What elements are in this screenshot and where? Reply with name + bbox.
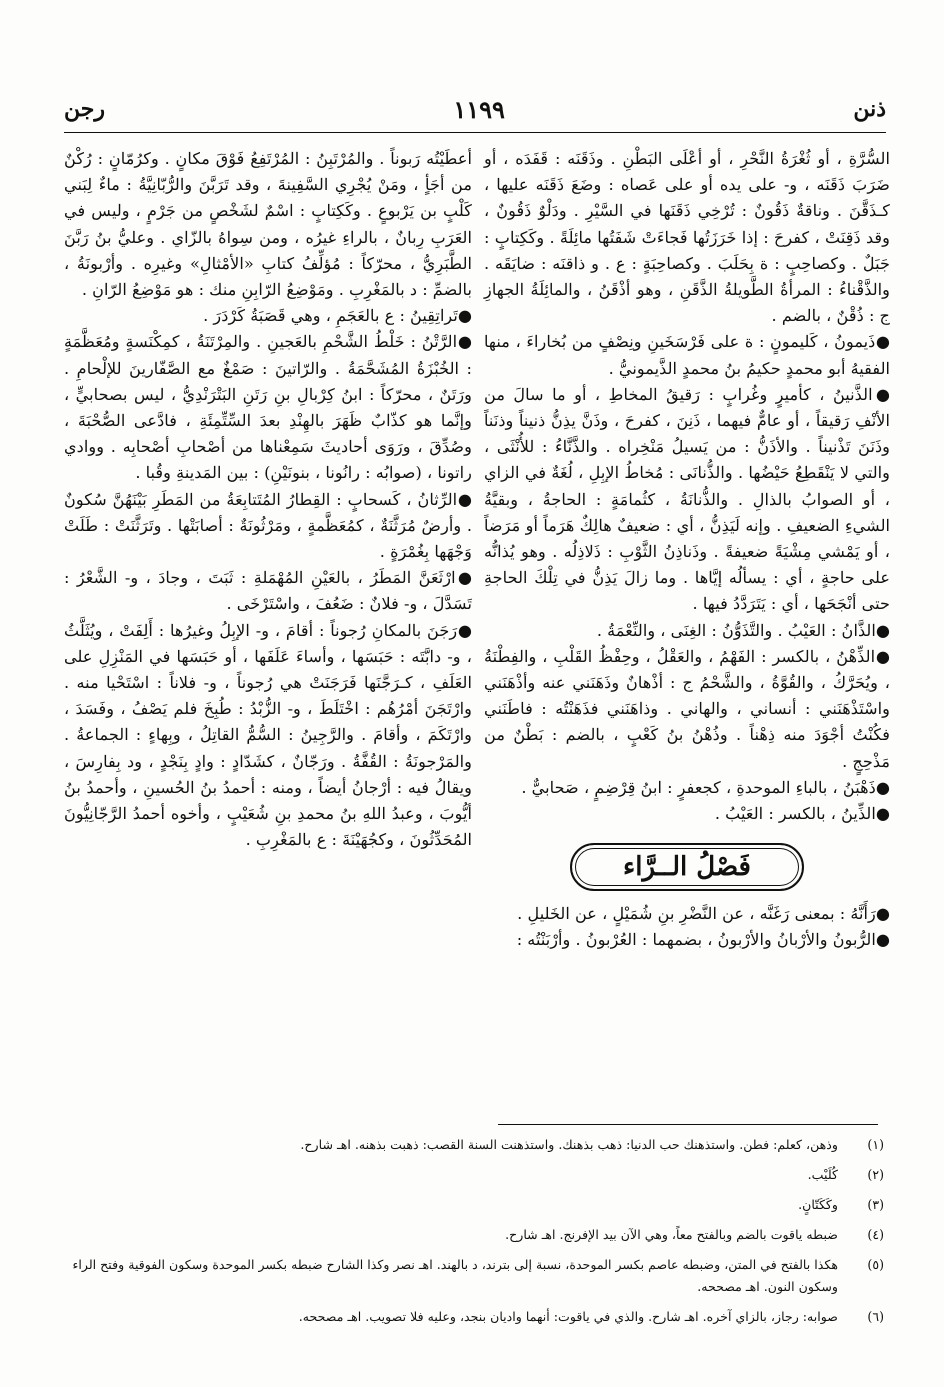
- entry: السُّرَّةِ ، أو ثُغْرَةُ النَّحْرِ ، أو أعْلَى البَطْنِ . وذَقَنَه : قَفَدَه ، أو ضَرَبَ ذَقَنَه ، و- على يده أو على عَصاه : وضَعَ ذَقَنَه عليها ، كـذَقَّنَ . وناقةٌ ذَقُونٌ : تُرْخِي ذَقَنَها في السَّيْرِ . ودَلْوٌ ذَقُونٌ ، وقد ذَقِنَتْ ، كفرحَ : إذا خَرَزَتُها فَجاءَتْ شَفَتُها مائِلَةً . وكَكِتابٍ : جَبَلٌ . وكصاحِبٍ : ة بِحَلَبَ . وكصاحِبَةٍ : ع . و ذاقنَه : ضايَقَه . والذَّقْناءُ : المرأةُ الطَّويلةُ الذَّقَنِ ، وهو أذْقَنُ ، والمائِلَةُ الجهازِ ج : ذُقْنٌ ، بالضم .: [484, 149, 890, 326]
- entry: أعطَيْتُه رَبوناً . والمُرْتَبِنُ : المُرْتَفِعُ فَوْقَ مكانٍ . وكرُمّانٍ : رُكْنٌ من أجَأٍ ، ومَنْ يُجْرِي السَّفِينةَ ، وقد تَرَبَّنَ والرُّبّانِيَّةُ : ماءٌ لِبَني كَلْبٍ بن يَرْبوعٍ . وكَكِتابٍ : اسْمٌ لشَخْصٍ من جَرْمٍ ، وليس في العَرَبِ رِبانٌ ، بالراءِ غيرُه ، ومن سِواهُ بالزّاي . وعليُّ بنُ رَبَّنَ الطَّبَرِيُّ ، محرّكاً : مُؤلِّفُ كتابِ «الأمْثالِ» وغيرِه . وأرْبونَةُ ، بالضمِّ : د بالمَغْرِبِ . ومَوْضِعُ الرّابِنِ منك : هو مَوْضِعُ الرّانِ .: [64, 149, 472, 300]
- entry: ●ذَيمونُ ، كَليمونٍ : ة على فَرْسَخَينِ ونِصْفٍ من بُخاراءَ ، منها الفقيهُ أبو محمدٍ حكيمُ بنُ محمدٍ الذَّيمونيُّ .: [484, 332, 890, 378]
- entry: ●الرَّتْنُ : خَلْطُ الشَّحْمِ بالعَجينِ . والمِرْتَنَةُ ، كمِكْنَسةٍ ومُعَظَّمَةٍ : الخُبْزَةُ المُشَحَّمَةُ . والرّاتينَ : صَمْغٌ مع الصَّفّارينَ للإلْحامِ . ورَتَنٌ ، محرّكاً : ابنُ كِرْبالِ بنِ رَتَنِ البَتْرَنْدِيُّ ، ليس بصحابيٍّ ، وإنَّما هو كذّابٌ ظَهَرَ بالهِنْدِ بعدَ السِّتِّمِئَةِ ، فادَّعى الصُّحْبَةَ ، وصُدِّقَ ، ورَوَى أحاديثَ سَمِعْناها من أصْحابِ أصْحابِه . ووادي راتونا ، (صوابُه : رانُونا ، بنونَيْنِ) : بين المَدينةِ وقُبا .: [64, 332, 472, 483]
- footnote-text: هكذا بالفتح في المتن، وضبطه عاصم بكسر الموحدة، نسبة إلى بترند، د بالهند. اهـ نصر وكذا الشارح ضبطه بكسر الموحدة وسكون الفوقية وفتح الراء وسكون النون. اهـ مصححه.: [72, 1257, 838, 1294]
- entry: ●رَجَنَ بالمكانِ رُجوناً : أقامَ ، و- الإبِلُ وغيرُها : أَلِفَتْ ، ويُثَلَّثُ ، و- دابَّتَه : حَبَسَها ، وأساءَ عَلَفَها ، أو حَبَسَها في المَنْزِلِ على العَلَفِ ، كـرَجَّنَها فَرَجَنَتْ هي رُجوناً ، و- فلاناً : اسْتَحْيا منه . وارْتَجَنَ أمْرُهُم : اخْتَلَطَ ، و- الزُّبْدُ : طُبِخَ فلم يَصْفُ ، وفَسَدَ ، وارْتَكَمَ ، وأقامَ . والرَّجِينُ : السُّمُّ القاتِلُ ، وبِهاءٍ : الجماعةُ . والمَرْجونَةُ : القُفَّةُ . ورَجّانٌ ، كشَدّادٍ : وادٍ بِنَجْدٍ ، ود بِفارِسَ ، ويقالُ فيه : أرْجانُ أيضاً ، ومنه : أحمدُ بنُ الحُسينِ ، وأحمدُ بنُ أيُّوبَ ، وعبدُ اللهِ بنُ محمدِ بنِ شُعَيْبٍ ، وأخوه أحمدُ الرَّجّانِيُّونَ المُحَدِّثُونَ ، وكجُهَيْنَةَ : ع بالمَغْرِبِ .: [64, 620, 472, 850]
- footnote: [64, 1254, 884, 1298]
- footnote: [64, 1164, 884, 1186]
- footnote: [64, 1134, 884, 1156]
- entry: ●ذَهْبَنُ ، بالباءِ الموحدةِ ، كجعفرٍ : ابنُ قِرْضِمٍ ، صَحابيٌّ .: [521, 777, 890, 797]
- footnote-rule: [498, 1124, 878, 1125]
- entry: ●ارْثَعَنَّ المَطَرُ ، بالعَيْنِ المُهْمَلةِ : ثَبَتَ ، وجادَ ، و- الشَّعْرُ : تَسَدَّلَ ، و- فلانٌ : ضَعُفَ ، واسْتَرْخَى .: [64, 568, 472, 614]
- entry: ●الرُّبونُ والأرْبانُ والأرْبونُ ، بضمهما : العُرْبونُ . وأرْبَنْتُه :: [516, 930, 890, 950]
- page-header: [64, 92, 886, 126]
- right-column: [484, 146, 890, 954]
- entry: ●الذَّنينُ ، كأميرٍ وغُرابٍ : رَقيقُ المخاطِ ، أو ما سالَ من الأنْفِ رَقيقاً ، أو عامٌّ فيهما ، ذَنِنَ ، كفرحَ ، وذَنَّ يذِنُّ ذنيناً وذنَناً وذَنَنَ تَذْنيناً . والأذَنُّ : من يَسيلُ مَنْخِراه . والذَّنَّاءُ : للأُنْثَى ، والتي لا يَنْقَطِعُ حَيْضُها . والذُّنانَى : مُخاطُ الإبِلِ ، لُغَةٌ في الزاي ، أو الصوابُ بالذالِ . والذُّنانَةُ ، كثُمامَةٍ : الحاجةُ ، وبقيَّةُ الشيءِ الضعيفِ . وإنه لَيَذِنُّ ، أي : ضعيفٌ هالِكٌ هَرَماً أو مَرَضاً ، أو يَمْشي مِشْيَةً ضعيفةً . وذَناذِنُ الثَّوْبِ : ذَلاذِلُه . وهو يُذانُّه على حاجةٍ ، أي : يسألُه إيَّاها . وما زالَ يَذِنُّ في تِلْكَ الحاجةِ حتى أنْجَحَها ، أي : يَتَرَدَّدُ فيها .: [484, 384, 890, 614]
- footnote-number: (١): [867, 1137, 884, 1152]
- footnote: [64, 1224, 884, 1246]
- footnote-text: صوابه: رجاز، بالزاي آخره. اهـ شارح. والذي في ياقوت: أنهما واديان بنجد، وعليه فلا تصويب. اهـ مصححه.: [298, 1309, 838, 1324]
- footnote-number: (٤): [867, 1227, 884, 1242]
- entry: ●الرِّثانُ ، كَسحابٍ : القِطارُ المُتَتابِعَةُ من المَطَرِ بَيْنَهُنَّ سُكونٌ . وأرضٌ مُرَثَّنَةٌ ، كمُعَظَّمةٍ ، ومَرْثُونَةٌ : أصابَتْها . وتَرَثَّنَتْ : طَلَتْ وَجْهَها بِغُمْرَةٍ .: [64, 489, 472, 562]
- page-number: ١١٩٩: [453, 94, 505, 124]
- footnote: [64, 1306, 884, 1328]
- entry: ●الذَّانُ : العَيْبُ . والتَّذَوُّنُ : الغِنَى ، والنِّعْمَةُ .: [596, 620, 890, 640]
- entry: ●الذِّينُ ، بالكسر : العَيْبُ .: [714, 804, 890, 824]
- footnote: [64, 1194, 884, 1216]
- footnote-number: (٦): [867, 1309, 884, 1324]
- left-headword: رجن: [64, 96, 105, 122]
- footnote-number: (٣): [867, 1197, 884, 1212]
- footnote-number: (٢): [867, 1167, 884, 1182]
- footnote-text: كُلَيْب.: [807, 1167, 838, 1182]
- footnote-text: ضبطه ياقوت بالضم وبالفتح معاً، وهي الآن بيد الإفرنج. اهـ شارح.: [505, 1227, 838, 1242]
- left-column: [64, 146, 472, 853]
- footnote-text: وكَكَتّانٍ.: [798, 1197, 838, 1212]
- footnotes: [64, 1134, 884, 1336]
- footnote-text: وذهن، كعلم: فطن. واستذهنك حب الدنيا: ذهب بذهنك. واستذهنت السنة القصب: ذهبت بذهنه. اهـ شارح.: [300, 1137, 838, 1152]
- entry: ●رَأَنَّهُ : بمعنى رَغَنَّه ، عن النَّضْرِ بنِ شُمَيْلٍ ، عن الخَليلِ .: [517, 904, 890, 924]
- section-title: فَصْلُ الــرَّاء: [570, 843, 804, 891]
- entry: ●الذِّهْنُ ، بالكسر : الفَهْمُ ، والعَقْلُ ، وحِفْظُ القَلْبِ ، والفِطْنَةُ ، ويُحَرَّكُ ، والقُوَّةُ ، والشَّحْمُ ج : أذْهانٌ وذَهَنَني عنه وأذْهَنَني واسْتَذْهَنَني : أنساني ، والهاني . وذاهَنَني فذَهَنْتُه : فاطَنَني فكُنْتُ أجْوَدَ منه ذِهْناً . وذُهْنُ بنُ كَعْبٍ ، بالضم : بَطْنٌ من مَذْحِجٍ .: [484, 646, 890, 771]
- right-headword: ذنن: [853, 96, 886, 122]
- header-rule: [64, 132, 886, 133]
- footnote-number: (٥): [867, 1257, 884, 1272]
- entry: ●تَراتِقِينُ : ع بالعَجَمِ ، وهي قَصَبَةُ كَرْدَرَ .: [203, 306, 472, 326]
